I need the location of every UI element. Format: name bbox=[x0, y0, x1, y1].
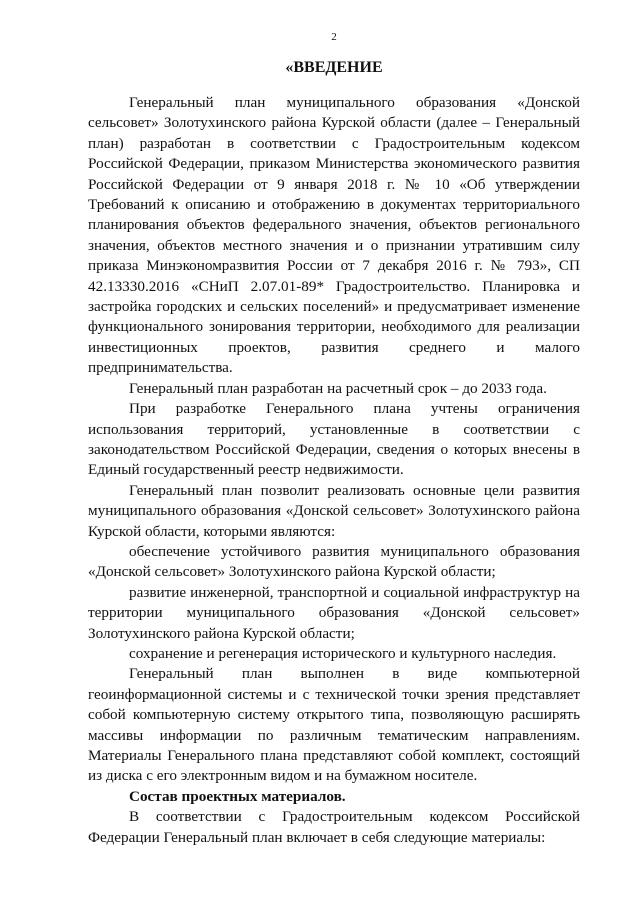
list-item: обеспечение устойчивого развития муниципального образования «Донской сельсовет» Золотухинского района Курской области; bbox=[88, 542, 580, 581]
paragraph: В соответствии с Градостроительным кодексом Российской Федерации Генеральный план включает в себя следующие материалы: bbox=[88, 808, 580, 846]
list-item: сохранение и регенерация исторического и культурного наследия. bbox=[129, 644, 557, 662]
paragraph: При разработке Генерального плана учтены ограничения использования территорий, установленные в соответствии с законодательством Российской Федерации, сведения о которых внесены в Единый государственный реестр недвижимости. bbox=[88, 400, 580, 479]
paragraph: Генеральный план выполнен в виде компьютерной геоинформационной системы и с технической точки зрения представляет собой компьютерную систему открытого типа, позволяющую расширять массивы информации по различным тематическим направлениям. Материалы Генерального плана представляют собой комплект, состоящий из диска с его электронным видом и на бумажном носителе. bbox=[88, 665, 580, 785]
list-item: развитие инженерной, транспортной и социальной инфраструктур на территории муниципального образования «Донской сельсовет» Золотухинского района Курской области; bbox=[88, 583, 580, 642]
section-heading: «ВВЕДЕНИЕ bbox=[285, 59, 383, 76]
page-number: 2 bbox=[331, 31, 337, 43]
document-page bbox=[88, 30, 580, 848]
paragraph: Генеральный план разработан на расчетный срок – до 2033 года. bbox=[129, 379, 547, 397]
subheading: Состав проектных материалов. bbox=[129, 787, 346, 805]
paragraph: Генеральный план позволит реализовать основные цели развития муниципального образования «Донской сельсовет» Золотухинского района Курской области, которыми являются: bbox=[88, 481, 580, 540]
paragraph: Генеральный план муниципального образования «Донской сельсовет» Золотухинского района Курской области (далее – Генеральный план) разработан в соответствии с Градостроительным кодексом Российской Федерации, приказом Министерства экономического развития Российской Федерации от 9 января 2018 г. № 10 «Об утверждении Требований к описанию и отображению в документах территориального планирования объектов федерального значения, объектов регионального значения, объектов местного значения и о признании утратившим силу приказа Минэкономразвития России от 7 декабря 2016 г. № 793», СП 42.13330.2016 «СНиП 2.07.01-89* Градостроительство. Планировка и застройка городских и сельских поселений» и предусматривает изменение функционального зонирования территории, необходимого для реализации инвестиционных проектов, развития среднего и малого предпринимательства. bbox=[88, 94, 580, 377]
